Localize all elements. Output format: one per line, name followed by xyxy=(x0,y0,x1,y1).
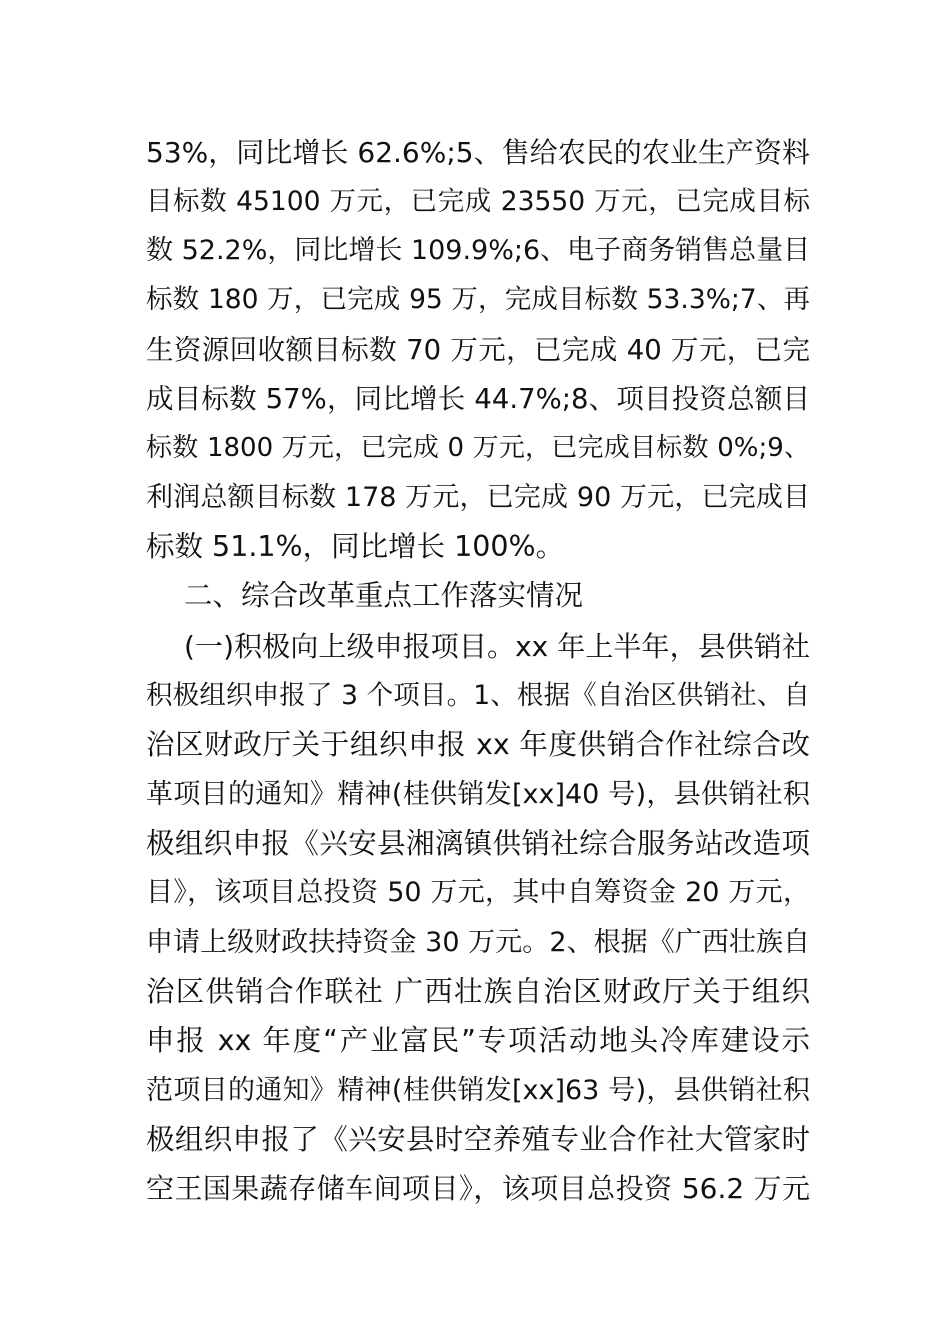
text-line: 目标数 45100 万元，已完成 23550 万元，已完成目标 xyxy=(146,186,810,217)
text-line: 数 52.2%，同比增长 109.9%;6、电子商务销售总量目 xyxy=(146,235,811,266)
section-heading: 二、综合改革重点工作落实情况 xyxy=(184,579,584,612)
text-line: 极组织申报《兴安县湘漓镇供销社综合服务站改造项 xyxy=(146,827,810,860)
text-line: 空王国果蔬存储车间项目》，该项目总投资 56.2 万元 xyxy=(146,1172,810,1205)
text-line: 标数 1800 万元，已完成 0 万元，已完成目标数 0%;9、 xyxy=(146,433,810,463)
text-line: 53%，同比增长 62.6%;5、售给农民的农业生产资料 xyxy=(146,136,810,169)
text-line: 革项目的通知》精神(桂供销发[xx]40 号)，县供销社积 xyxy=(146,779,810,810)
text-line: 申报 xx 年度“产业富民”专项活动地头冷库建设示 xyxy=(146,1024,810,1057)
text-line: 成目标数 57%，同比增长 44.7%;8、项目投资总额目 xyxy=(146,383,810,415)
text-line: 范项目的通知》精神(桂供销发[xx]63 号)，县供销社积 xyxy=(146,1075,810,1106)
text-line: 标数 180 万，已完成 95 万，完成目标数 53.3%;7、再 xyxy=(146,284,810,315)
text-line: 治区财政厅关于组织申报 xx 年度供销合作社综合改 xyxy=(146,728,810,761)
text-line: 治区供销合作联社 广西壮族自治区财政厅关于组织 xyxy=(146,975,810,1008)
text-line: 申请上级财政扶持资金 30 万元。2、根据《广西壮族自 xyxy=(146,927,810,958)
text-line: 标数 51.1%，同比增长 100%。 xyxy=(146,530,565,563)
text-line: 极组织申报了《兴安县时空养殖专业合作社大管家时 xyxy=(146,1123,810,1156)
text-line: (一)积极向上级申报项目。xx 年上半年，县供销社 xyxy=(184,630,810,663)
text-line: 目》，该项目总投资 50 万元，其中自筹资金 20 万元， xyxy=(146,877,810,908)
text-line: 生资源回收额目标数 70 万元，已完成 40 万元，已完 xyxy=(146,334,810,366)
text-line: 积极组织申报了 3 个项目。1、根据《自治区供销社、自 xyxy=(146,680,810,711)
text-line: 利润总额目标数 178 万元，已完成 90 万元，已完成目 xyxy=(146,482,810,513)
